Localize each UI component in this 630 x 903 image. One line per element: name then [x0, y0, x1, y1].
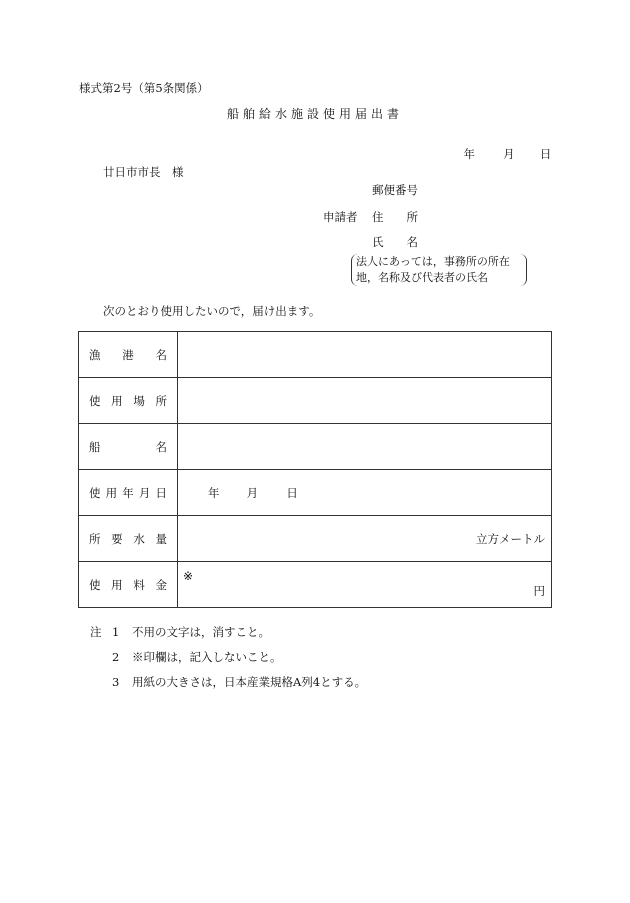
- label-char: 用: [105, 485, 118, 500]
- applicant-label: 申請者: [323, 210, 358, 224]
- address-label: 住 所: [372, 210, 418, 224]
- usage-date-month: 月: [246, 485, 259, 500]
- usage-fee-field: [178, 562, 552, 608]
- application-table: [78, 331, 552, 608]
- usage-location-field[interactable]: [178, 378, 552, 424]
- label-char: 水: [133, 531, 145, 546]
- label-char: 日: [155, 485, 167, 500]
- corporate-note: [351, 254, 527, 286]
- row-label-ship-name: [79, 424, 178, 470]
- label-char: 場: [133, 393, 145, 408]
- date-month-label: 月: [503, 147, 515, 161]
- usage-date-day: 日: [286, 485, 298, 500]
- row-label-usage-fee: [79, 562, 178, 608]
- label-char: 用: [111, 577, 123, 592]
- row-label-fishing-port: [79, 332, 178, 378]
- water-amount-field[interactable]: [178, 516, 552, 562]
- note-row: [90, 645, 366, 670]
- notes: [90, 620, 366, 695]
- label-char: 年: [122, 485, 134, 500]
- row-label-usage-date: [79, 470, 178, 516]
- label-chars: [89, 393, 167, 409]
- fee-unit: 円: [533, 584, 545, 598]
- date-line: [440, 146, 551, 162]
- label-char: 用: [111, 393, 123, 408]
- label-chars: [89, 485, 167, 501]
- date-day-label: 日: [539, 147, 552, 161]
- label-char: 金: [155, 577, 167, 592]
- water-unit: 立方メートル: [476, 531, 545, 546]
- ship-name-field[interactable]: [178, 424, 552, 470]
- note-row: [90, 620, 366, 645]
- label-char: 漁: [89, 347, 101, 362]
- label-char: 所: [155, 393, 167, 408]
- note-row: [90, 670, 366, 695]
- note-number: 1: [112, 625, 120, 639]
- label-char: 月: [138, 485, 151, 500]
- label-char: 船: [89, 439, 101, 454]
- row-label-usage-location: [79, 378, 178, 424]
- usage-date-field[interactable]: [178, 470, 552, 516]
- label-char: 名: [155, 439, 167, 454]
- label-char: 使: [89, 393, 101, 408]
- corporate-note-line2: 地，名称及び代表者の氏名: [356, 271, 488, 284]
- note-text: 不用の文字は，消すこと。: [132, 625, 270, 639]
- table-row: [79, 332, 552, 378]
- label-char: 要: [111, 531, 123, 546]
- label-char: 量: [155, 531, 167, 546]
- table-row: [79, 378, 552, 424]
- label-char: 港: [122, 347, 134, 362]
- name-label: 氏 名: [372, 235, 418, 249]
- table-row: [79, 562, 552, 608]
- label-chars: [89, 347, 167, 363]
- notes-lead: 注: [90, 625, 102, 639]
- note-number: 3: [112, 675, 120, 689]
- label-char: 料: [133, 577, 145, 592]
- label-char: 使: [89, 577, 101, 592]
- table-row: [79, 470, 552, 516]
- date-year-label: 年: [463, 147, 475, 161]
- note-number: 2: [112, 650, 120, 664]
- row-label-water-amount: [79, 516, 178, 562]
- addressee: 廿日市市長 様: [103, 165, 184, 179]
- label-char: 名: [155, 347, 167, 362]
- label-char: 所: [89, 531, 101, 546]
- table-row: [79, 516, 552, 562]
- fishing-port-field[interactable]: [178, 332, 552, 378]
- table-row: [79, 424, 552, 470]
- postal-code-label: 郵便番号: [372, 183, 418, 197]
- label-char: 使: [89, 485, 101, 500]
- label-chars: [89, 531, 167, 547]
- note-text: 用紙の大きさは，日本産業規格A列4とする。: [132, 675, 367, 689]
- label-chars: [89, 577, 167, 593]
- intro-text: 次のとおり使用したいので，届け出ます。: [103, 304, 321, 318]
- label-chars: [89, 439, 167, 455]
- form-number: 様式第2号（第5条関係）: [79, 81, 209, 95]
- corporate-note-line1: 法人にあっては，事務所の所在: [356, 255, 510, 268]
- official-use-mark: ※: [183, 569, 194, 583]
- usage-date-year: 年: [208, 485, 220, 500]
- note-text: ※印欄は，記入しないこと。: [132, 650, 282, 664]
- document-title: 船舶給水施設使用届出書: [226, 107, 403, 121]
